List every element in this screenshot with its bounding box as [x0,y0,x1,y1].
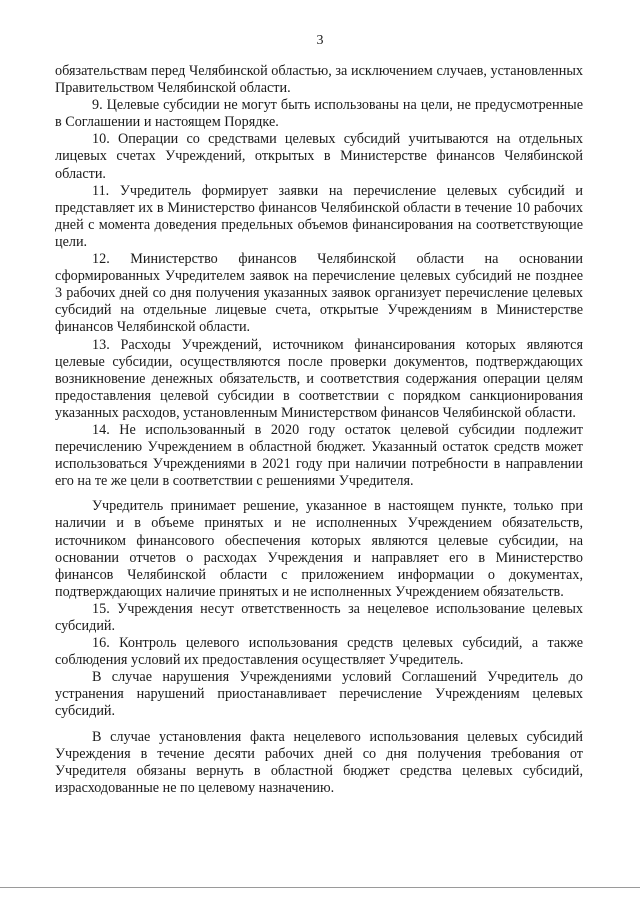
paragraph-item-12: 12. Министерство финансов Челябинской области на основании сформированных Учредителем заявок на перечисление целевых субсидий не позднее 3 рабочих дней со дня получения указанных заявок организует перечисление целевых субсидий на отдельные лицевые счета, открытые Учреждениям в Министерстве финансов Челябинской области. [55,251,583,336]
paragraph-item-15: 15. Учреждения несут ответственность за нецелевое использование целевых субсидий. [55,600,583,634]
paragraph-item-16: 16. Контроль целевого использования средств целевых субсидий, а также соблюдения условий их предоставления осуществляет Учредитель. [55,635,583,669]
paragraph-continuation: обязательствам перед Челябинской областью, за исключением случаев, установленных Правительством Челябинской области. [55,63,583,97]
paragraph-item-16-misuse: В случае установления факта нецелевого использования целевых субсидий Учреждения в течение десяти рабочих дней со дня получения требования от Учредителя обязаны вернуть в областной бюджет средства целевых субсидий, израсходованные не по целевому назначению. [55,728,583,796]
paragraph-item-11: 11. Учредитель формирует заявки на перечисление целевых субсидий и представляет их в Министерство финансов Челябинской области в течение 10 рабочих дней с момента доведения предельных объемов финансирования на соответствующие цели. [55,182,583,250]
paragraph-item-9: 9. Целевые субсидии не могут быть использованы на цели, не предусмотренные в Соглашении и настоящем Порядке. [55,97,583,131]
paragraph-item-13: 13. Расходы Учреждений, источником финансирования которых являются целевые субсидии, осуществляются после проверки документов, подтверждающих возникновение денежных обязательств, и соответствия содержания операции целям предоставления целевой субсидии в соответствии с порядком санкционирования указанных расходов, установленным Министерством финансов Челябинской области. [55,336,583,421]
paragraph-item-14: 14. Не использованный в 2020 году остаток целевой субсидии подлежит перечислению Учреждением в областной бюджет. Указанный остаток средств может использоваться Учреждениями в 2021 году при наличии потребности в направлении его на те же цели в соответствии с решениями Учредителя. [55,421,583,490]
document-body [55,63,583,797]
bottom-scan-edge-line [0,887,640,888]
paragraph-item-14-decision: Учредитель принимает решение, указанное в настоящем пункте, только при наличии и в объеме принятых и не исполненных Учреждением обязательств, источником финансового обеспечения которых являются целевые субсидии, на основании отчетов о расходах Учреждения и направляет его в Министерство финансов Челябинской области с приложением информации о документах, подтверждающих наличие принятых и не исполненных Учреждением обязательств. [55,498,583,600]
page-number: 3 [316,33,324,48]
paragraph-item-16-violation: В случае нарушения Учреждениями условий Соглашений Учредитель до устранения нарушений приостанавливает перечисление Учреждениям целевых субсидий. [55,669,583,720]
paragraph-item-10: 10. Операции со средствами целевых субсидий учитываются на отдельных лицевых счетах Учреждений, открытых в Министерстве финансов Челябинской области. [55,131,583,182]
